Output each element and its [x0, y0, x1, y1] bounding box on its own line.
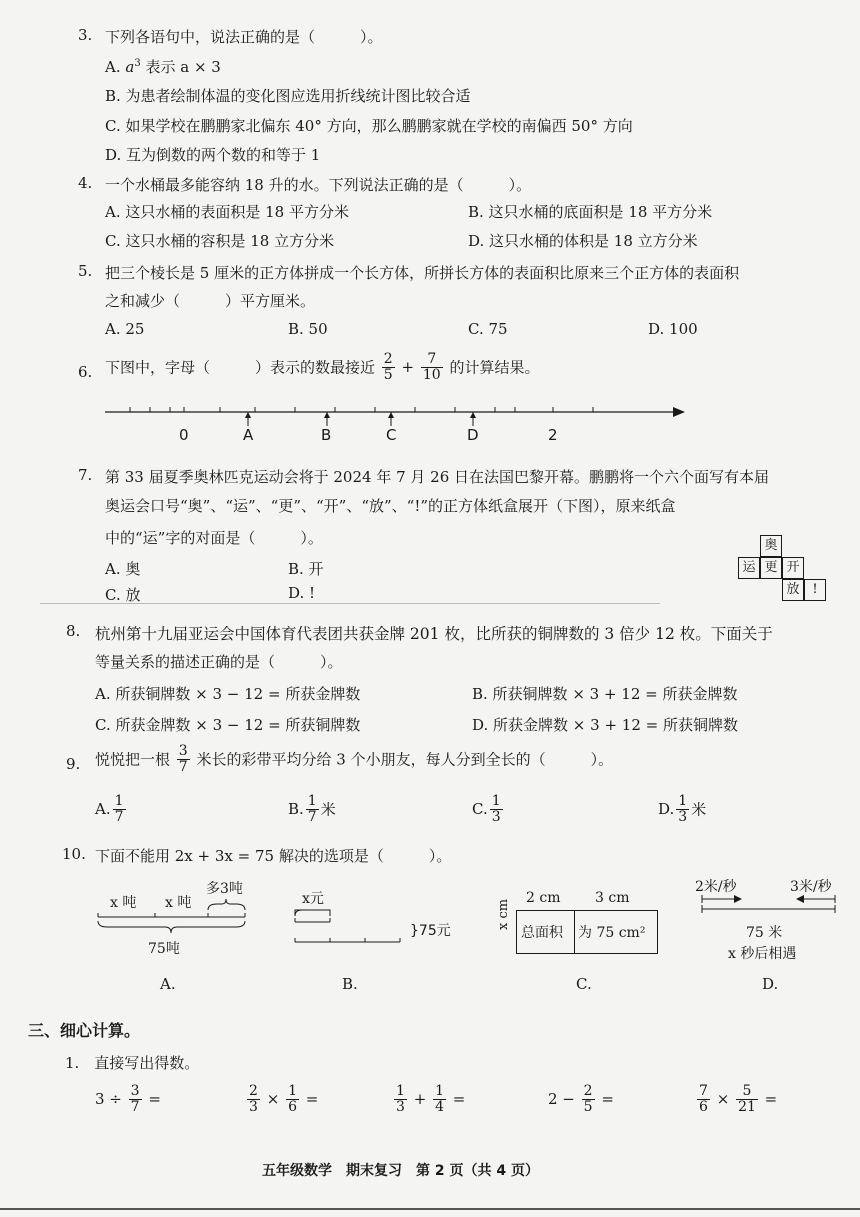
diagram-a-label-x2: x 吨 [165, 895, 192, 911]
q8-line2: 等量关系的描述正确的是（ ）。 [95, 653, 343, 671]
net-face-ex: ! [804, 579, 826, 601]
q3-option-d: D. 互为倒数的两个数的和等于 1 [105, 146, 321, 164]
diagram-d-letter: D. [762, 975, 779, 993]
diagram-c-inner2: 为 75 cm² [578, 925, 646, 941]
q9-number: 9. [66, 755, 81, 773]
q5-option-b: B. 50 [288, 320, 328, 338]
diagram-b-letter: B. [342, 975, 358, 993]
q4-option-b: B. 这只水桶的底面积是 18 平方分米 [468, 203, 713, 221]
net-face-yun: 运 [738, 557, 760, 579]
q7-option-c: C. 放 [105, 586, 141, 604]
point-c-label: C [386, 426, 397, 444]
diagram-c-letter: C. [576, 975, 592, 993]
diagram-b-bars [290, 900, 410, 950]
tick-label-2: 2 [548, 426, 558, 444]
point-b-label: B [321, 426, 332, 444]
net-face-fang: 放 [782, 579, 804, 601]
section-3-title: 三、细心计算。 [28, 1021, 141, 1040]
calc-expr-3: $\frac{1}{3}$ + $\frac{1}{4}$ = [396, 1083, 466, 1115]
calc-expr-2: $\frac{2}{3}$ × $\frac{1}{6}$ = [249, 1083, 319, 1115]
q3-option-a: A. $a^3$ 表示 a × 3 [105, 58, 221, 76]
q9-option-d: D. $\frac{1}{3}$ 米 [658, 793, 707, 825]
q7-line3: 中的“运”字的对面是（ ）。 [105, 529, 323, 547]
q10-stem: 下面不能用 2x + 3x = 75 解决的选项是（ ）。 [95, 847, 452, 865]
q8-number: 8. [66, 622, 81, 640]
q4-stem: 一个水桶最多能容纳 18 升的水。下列说法正确的是（ ）。 [105, 176, 532, 194]
diagram-b-total: }75元 [410, 923, 451, 939]
diagram-c-width1: 2 cm [526, 890, 561, 906]
q9-stem: 悦悦把一根 $\frac{3}{7}$ 米长的彩带平均分给 3 个小朋友，每人分到全长的（ ）。 [95, 743, 614, 775]
q3-option-b: B. 为患者绘制体温的变化图应选用折线统计图比较合适 [105, 87, 471, 105]
scan-line [40, 603, 660, 604]
q7-option-a: A. 奥 [105, 560, 141, 578]
section-3-subtitle: 1. 直接写出得数。 [65, 1054, 200, 1072]
scan-edge [0, 1208, 860, 1210]
diagram-a-bar [95, 895, 255, 940]
q7-option-b: B. 开 [288, 560, 324, 578]
diagram-d-distance: 75 米 [746, 925, 783, 941]
q6-number: 6. [78, 363, 93, 381]
q10-number: 10. [62, 845, 86, 863]
q9-option-c: C. $\frac{1}{3}$ [472, 793, 501, 825]
net-face-geng: 更 [760, 557, 782, 579]
diagram-c-inner1: 总面积 [521, 925, 563, 941]
diagram-d-speed1: 2米/秒 [695, 879, 737, 895]
calc-expr-1: 3 ÷ $\frac{3}{7}$ = [95, 1083, 161, 1115]
diagram-c-side: x cm [496, 898, 511, 930]
q3-stem: 下列各语句中，说法正确的是（ ）。 [105, 28, 383, 46]
q9-option-b: B. $\frac{1}{7}$ 米 [288, 793, 336, 825]
diagram-b-label-x: x元 [302, 891, 324, 907]
q5-option-a: A. 25 [105, 320, 145, 338]
q5-number: 5. [78, 262, 93, 280]
q7-number: 7. [78, 466, 93, 484]
q6-stem: 下图中，字母（ ）表示的数最接近 $\frac{2}{5}$ + $\frac{7}{10}$ 的计算结果。 [105, 351, 540, 383]
diagram-d-speed2: 3米/秒 [790, 879, 832, 895]
q4-option-a: A. 这只水桶的表面积是 18 平方分米 [105, 203, 349, 221]
diagram-d-lines [700, 893, 840, 925]
q7-option-d: D. ! [288, 584, 316, 602]
diagram-d-meet: x 秒后相遇 [728, 946, 797, 962]
diagram-a-total: 75吨 [148, 941, 180, 957]
q8-line1: 杭州第十九届亚运会中国体育代表团共获金牌 201 枚，比所获的铜牌数的 3 倍少 12 枚。下面关于 [95, 625, 773, 643]
net-face-kai: 开 [782, 557, 804, 579]
diagram-a-label-x1: x 吨 [110, 895, 137, 911]
q8-option-a: A. 所获铜牌数 × 3 − 12 = 所获金牌数 [95, 685, 361, 703]
q8-option-b: B. 所获铜牌数 × 3 + 12 = 所获金牌数 [472, 685, 738, 703]
q7-line1: 第 33 届夏季奥林匹克运动会将于 2024 年 7 月 26 日在法国巴黎开幕。鹏鹏将一个六个面写有本届 [105, 468, 770, 486]
q7-line2: 奥运会口号“奥”、“运”、“更”、“开”、“放”、“!”的正方体纸盒展开（下图），原来纸盒 [105, 497, 676, 515]
q4-number: 4. [78, 174, 93, 192]
calc-expr-5: $\frac{7}{6}$ × $\frac{5}{21}$ = [699, 1083, 778, 1115]
calc-expr-4: 2 − $\frac{2}{5}$ = [548, 1083, 614, 1115]
diagram-a-letter: A. [160, 975, 176, 993]
q8-option-c: C. 所获金牌数 × 3 − 12 = 所获铜牌数 [95, 716, 361, 734]
q5-stem-line2: 之和减少（ ）平方厘米。 [105, 292, 316, 310]
q4-option-d: D. 这只水桶的体积是 18 立方分米 [468, 232, 698, 250]
diagram-a-label-extra: 多3吨 [206, 881, 243, 897]
q5-option-c: C. 75 [468, 320, 508, 338]
tick-label-0: 0 [179, 426, 189, 444]
q4-option-c: C. 这只水桶的容积是 18 立方分米 [105, 232, 335, 250]
point-a-label: A [243, 426, 254, 444]
q5-stem-line1: 把三个棱长是 5 厘米的正方体拼成一个长方体，所拼长方体的表面积比原来三个正方体的表面积 [105, 264, 740, 282]
q3-number: 3. [78, 26, 93, 44]
q8-option-d: D. 所获金牌数 × 3 + 12 = 所获铜牌数 [472, 716, 738, 734]
page-footer: 五年级数学 期末复习 第 2 页（共 4 页） [262, 1163, 539, 1179]
q5-option-d: D. 100 [648, 320, 698, 338]
net-face-ao: 奥 [760, 535, 782, 557]
point-d-label: D [467, 426, 479, 444]
q3-option-c: C. 如果学校在鹏鹏家北偏东 40° 方向，那么鹏鹏家就在学校的南偏西 50° 方向 [105, 117, 633, 135]
diagram-c-width2: 3 cm [595, 890, 630, 906]
q9-option-a: A. $\frac{1}{7}$ [95, 793, 124, 825]
